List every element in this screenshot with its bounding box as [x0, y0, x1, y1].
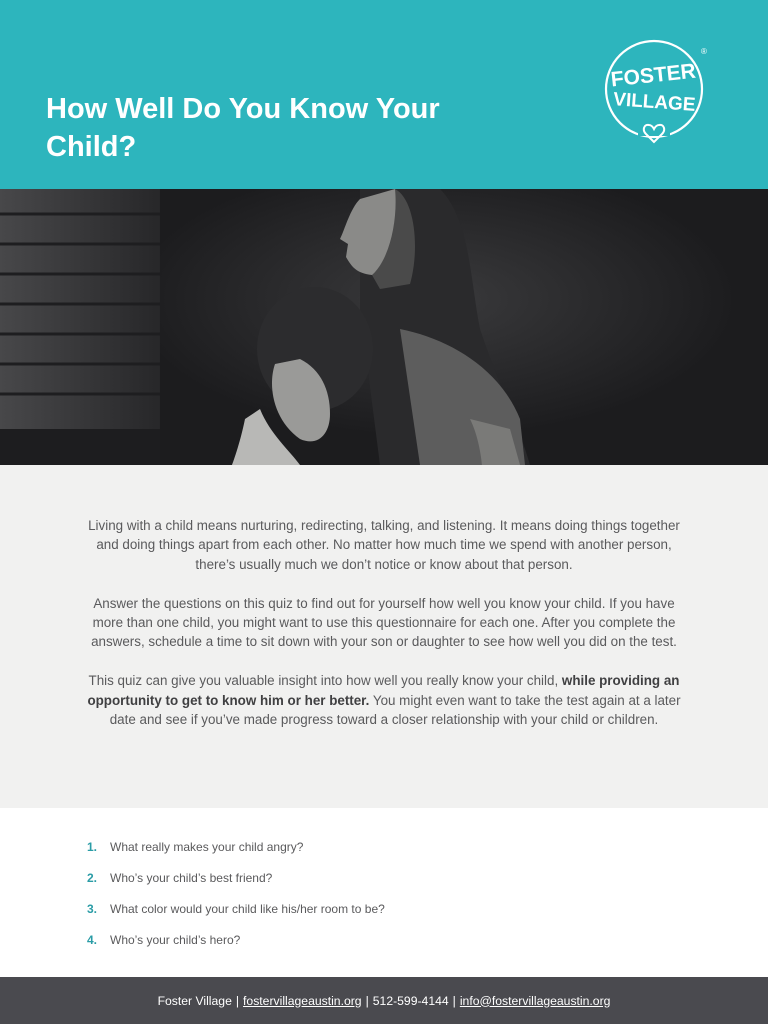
footer-separator: |	[235, 993, 240, 1008]
header-banner	[0, 0, 768, 189]
intro-paragraph-3-bold: while providing an opportunity to get to know him or her better.	[87, 673, 680, 708]
question-list	[0, 808, 768, 977]
footer-org: Foster Village	[157, 993, 232, 1008]
question-number: 2.	[87, 871, 98, 885]
footer-email-link[interactable]: info@fostervillageaustin.org	[459, 993, 611, 1008]
footer-website-link[interactable]: fostervillageaustin.org	[243, 993, 362, 1008]
footer-separator: |	[365, 993, 369, 1008]
intro-paragraph-3-end: You might even want to take the test again at a later date and see if you’ve made progress toward a closer relationship with your child or children.	[109, 692, 681, 728]
question-number: 3.	[87, 902, 98, 916]
intro-paragraph-3	[86, 671, 682, 729]
intro-paragraph-1: Living with a child means nurturing, redirecting, talking, and listening. It means doing things together and doing things apart from each other. No matter how much time we spend with another person, there’s usually much we don’t notice or know about that person.	[88, 518, 680, 572]
question-text: What color would your child like his/her room to be?	[110, 902, 385, 916]
question-text: Who’s your child’s best friend?	[110, 871, 273, 885]
foster-village-logo	[598, 34, 710, 150]
question-number: 4.	[87, 933, 98, 947]
intro-section	[0, 465, 768, 808]
logo-registered: ®	[701, 47, 707, 56]
question-text: Who’s your child’s hero?	[110, 933, 241, 947]
hero-photo	[0, 189, 768, 465]
question-text: What really makes your child angry?	[110, 840, 304, 854]
footer	[0, 977, 768, 1024]
list-item	[87, 899, 385, 919]
logo-line2: VILLAGE	[612, 89, 697, 116]
intro-paragraph-3-start: This quiz can give you valuable insight into how well you really know your child,	[88, 673, 562, 689]
list-item	[87, 837, 303, 857]
question-number: 1.	[87, 840, 98, 854]
page-title: How Well Do You Know Your Child?	[46, 93, 440, 163]
intro-paragraph-2: Answer the questions on this quiz to find out for yourself how well you know your child. If you have more than one child, you might want to use this questionnaire for each one. After you complete the answers, schedule a time to sit down with your son or daughter to see how well you did on the test.	[91, 595, 677, 650]
list-item	[87, 930, 240, 950]
list-item	[87, 868, 272, 888]
logo-line1: FOSTER	[609, 59, 697, 92]
footer-phone: 512-599-4144	[372, 993, 449, 1008]
photo-mother-and-child-icon	[0, 189, 768, 465]
footer-separator: |	[452, 993, 456, 1008]
